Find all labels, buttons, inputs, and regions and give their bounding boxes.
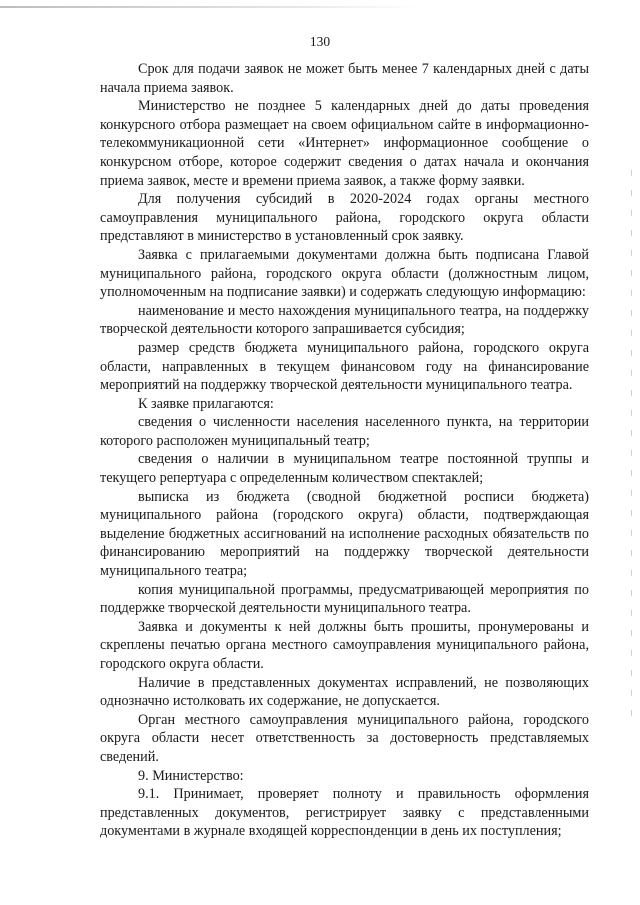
paragraph-population-info: сведения о численности населения населенного пункта, на территории которого расположен муниципальный театр; bbox=[100, 414, 589, 449]
paragraph-attachments-heading: К заявке прилагаются: bbox=[138, 395, 274, 412]
paragraph-responsibility: Орган местного самоуправления муниципального района, городского округа области несет ответственность за достоверность представляемых сведений. bbox=[100, 711, 589, 765]
paragraph-application-deadline: Срок для подачи заявок не может быть менее 7 календарных дней с даты начала приема заявок. bbox=[100, 61, 589, 96]
paragraph-theatre-name: наименование и место нахождения муниципального театра, на поддержку творческой деятельности которого запрашивается субсидия; bbox=[100, 302, 589, 338]
paragraph-budget-extract: выписка из бюджета (сводной бюджетной росписи бюджета) муниципального района (городского округа) области, подтверждающая выделение бюджетных ассигнований на исполнение расходных обязательств по финансированию мероприятий на поддержку творческой деятельности муниципального театра; bbox=[100, 488, 589, 580]
paragraph-troupe-info: сведения о наличии в муниципальном театре постоянной труппы и текущего репертуара с определенным количеством спектаклей; bbox=[100, 451, 589, 487]
paragraph-subsidy-application: Для получения субсидий в 2020-2024 годах органы местного самоуправления муниципального района, городского округа области представляют в министерство в установленный срок заявку. bbox=[100, 191, 589, 245]
paragraph-ministry-duties: 9.1. Принимает, проверяет полноту и правильность оформления представленных документов, регистрирует заявку с представленными документами в журнале входящей корреспонденции в день их поступления; bbox=[100, 786, 589, 840]
paragraph-no-corrections: Наличие в представленных документах исправлений, не позволяющих однозначно истолковать их содержание, не допускается. bbox=[100, 674, 589, 710]
page-number: 130 bbox=[309, 34, 331, 49]
paragraph-application-signature: Заявка с прилагаемыми документами должна быть подписана Главой муниципального района, городского округа области (должностным лицом, уполномоченным на подписание заявки) и содержать следующую информацию: bbox=[100, 246, 589, 301]
paragraph-ministry-announcement: Министерство не позднее 5 календарных дней до даты проведения конкурсного отбора размещает на своем официальном сайте в информационно-телекоммуникационной сети «Интернет» информационное сообщение о конкурсном отборе, которое содержит сведения о датах начала и окончания приема заявок, месте и времени приема заявок, а также форму заявки. bbox=[100, 98, 589, 189]
document-body bbox=[100, 60, 589, 841]
scan-edge-top bbox=[0, 6, 420, 8]
paragraph-ministry-heading: 9. Министерство: bbox=[138, 767, 244, 784]
paragraph-program-copy: копия муниципальной программы, предусматривающей мероприятия по поддержке творческой деятельности муниципального театра. bbox=[100, 581, 589, 617]
paragraph-document-binding: Заявка и документы к ней должны быть прошиты, пронумерованы и скреплены печатью органа местного самоуправления муниципального района, городского округа области. bbox=[100, 618, 589, 672]
paragraph-budget-amount: размер средств бюджета муниципального района, городского округа области, направленных в текущем финансовом году на финансирование мероприятий на поддержку творческой деятельности муниципального театра. bbox=[100, 339, 589, 394]
scan-edge-right bbox=[631, 170, 632, 730]
